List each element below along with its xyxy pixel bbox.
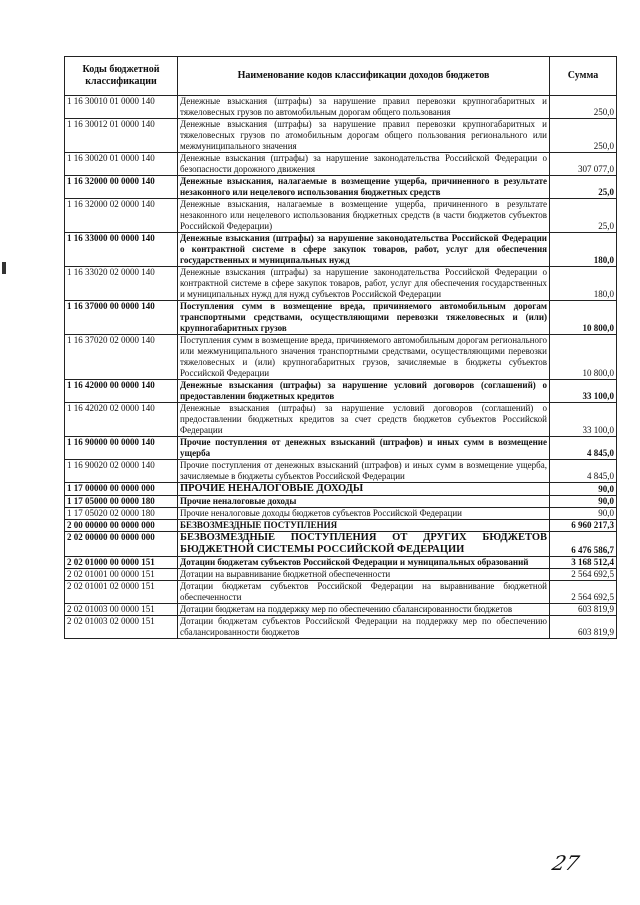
table-row [65,199,617,233]
row-code: 1 16 42000 00 0000 140 [65,380,178,403]
row-code: 2 02 01003 02 0000 151 [65,616,178,639]
table-header [65,57,617,96]
row-name: Денежные взыскания (штрафы) за нарушение законодательства Российской Федерации о контрактной системе в сфере закупок товаров, работ, услуг для обеспечения государственных и муниципальных нужд для нужд субъектов Российской Федерации [178,267,550,301]
row-name: Денежные взыскания (штрафы) за нарушение условий договоров (соглашений) о предоставлении бюджетных кредитов [178,380,550,403]
table-row [65,380,617,403]
row-code: 1 16 33000 00 0000 140 [65,233,178,267]
row-sum: 10 800,0 [550,335,617,380]
row-name: Прочие поступления от денежных взысканий (штрафов) и иных сумм в возмещение ущерба [178,437,550,460]
row-sum: 307 077,0 [550,153,617,176]
header-name: Наименование кодов классификации доходов бюджетов [178,57,550,96]
row-name: Прочие неналоговые доходы [178,496,550,508]
row-sum: 33 100,0 [550,380,617,403]
row-name: БЕЗВОЗМЕЗДНЫЕ ПОСТУПЛЕНИЯ ОТ ДРУГИХ БЮДЖЕТОВ БЮДЖЕТНОЙ СИСТЕМЫ РОССИЙСКОЙ ФЕДЕРАЦИИ [178,532,550,557]
row-name: Прочие поступления от денежных взысканий (штрафов) и иных сумм в возмещение ущерба, зачисляемые в бюджеты субъектов Российской Федерации [178,460,550,483]
row-name: ПРОЧИЕ НЕНАЛОГОВЫЕ ДОХОДЫ [178,483,550,496]
row-sum: 6 960 217,3 [550,520,617,532]
table-body [65,96,617,639]
row-sum: 603 819,9 [550,616,617,639]
row-sum: 6 476 586,7 [550,532,617,557]
table-row [65,96,617,119]
margin-mark [2,262,6,274]
row-code: 1 16 32000 00 0000 140 [65,176,178,199]
row-sum: 25,0 [550,199,617,233]
table-row [65,437,617,460]
row-code: 2 02 01001 02 0000 151 [65,581,178,604]
row-sum: 4 845,0 [550,437,617,460]
row-name: Денежные взыскания, налагаемые в возмещение ущерба, причиненного в результате незаконного или нецелевого использования бюджетных средств (в части бюджетов субъектов Российской Федерации) [178,199,550,233]
row-code: 2 02 01001 00 0000 151 [65,569,178,581]
row-code: 1 16 90000 00 0000 140 [65,437,178,460]
table-row [65,532,617,557]
table-row [65,616,617,639]
row-code: 2 02 00000 00 0000 000 [65,532,178,557]
table-row [65,496,617,508]
row-code: 1 16 37020 02 0000 140 [65,335,178,380]
row-sum: 2 564 692,5 [550,569,617,581]
row-name: Денежные взыскания (штрафы) за нарушение законодательства Российской Федерации о безопасности дорожного движения [178,153,550,176]
row-sum: 33 100,0 [550,403,617,437]
row-sum: 250,0 [550,96,617,119]
row-code: 1 16 37000 00 0000 140 [65,301,178,335]
row-name: Дотации бюджетам субъектов Российской Федерации и муниципальных образований [178,557,550,569]
budget-table [64,56,617,639]
table-row [65,557,617,569]
table-row [65,119,617,153]
row-code: 2 02 01003 00 0000 151 [65,604,178,616]
table-row [65,581,617,604]
table-row [65,569,617,581]
row-sum: 180,0 [550,267,617,301]
row-code: 1 16 42020 02 0000 140 [65,403,178,437]
row-name: Поступления сумм в возмещение вреда, причиняемого автомобильным дорогам транспортными средствами, осуществляющими перевозки тяжеловесных и (или) крупногабаритных грузов [178,301,550,335]
row-sum: 250,0 [550,119,617,153]
row-code: 1 16 33020 02 0000 140 [65,267,178,301]
row-sum: 180,0 [550,233,617,267]
row-name: Денежные взыскания (штрафы) за нарушение правил перевозки крупногабаритных и тяжеловесных грузов по атомобильным дорогам общего пользования регионального или межмуниципального значения [178,119,550,153]
row-code: 1 16 30020 01 0000 140 [65,153,178,176]
table-row [65,460,617,483]
table-row [65,176,617,199]
row-code: 1 16 90020 02 0000 140 [65,460,178,483]
table-row [65,483,617,496]
row-sum: 90,0 [550,496,617,508]
row-code: 1 17 00000 00 0000 000 [65,483,178,496]
row-sum: 3 168 512,4 [550,557,617,569]
table-row [65,267,617,301]
row-name: Прочие неналоговые доходы бюджетов субъектов Российской Федерации [178,508,550,520]
row-name: Денежные взыскания (штрафы) за нарушение правил перевозки крупногабаритных и тяжеловесных грузов по автомобильным дорогам общего пользования [178,96,550,119]
header-sum: Сумма [550,57,617,96]
row-name: Денежные взыскания (штрафы) за нарушение условий договоров (соглашений) о предоставлении бюджетных кредитов за счет средств бюджетов субъектов Российской Федерации [178,403,550,437]
row-name: Денежные взыскания (штрафы) за нарушение законодательства Российской Федерации о контрактной системе в сфере закупок товаров, работ, услуг для обеспечения государственных и муниципальных нужд [178,233,550,267]
row-name: БЕЗВОЗМЕЗДНЫЕ ПОСТУПЛЕНИЯ [178,520,550,532]
row-code: 2 02 01000 00 0000 151 [65,557,178,569]
row-name: Дотации бюджетам субъектов Российской Федерации на выравнивание бюджетной обеспеченности [178,581,550,604]
row-code: 1 17 05000 00 0000 180 [65,496,178,508]
row-code: 1 16 30010 01 0000 140 [65,96,178,119]
table-row [65,153,617,176]
row-sum: 90,0 [550,508,617,520]
page-number: 27 [549,851,582,875]
row-code: 1 16 32000 02 0000 140 [65,199,178,233]
row-name: Дотации на выравнивание бюджетной обеспеченности [178,569,550,581]
row-sum: 2 564 692,5 [550,581,617,604]
table-row [65,403,617,437]
row-name: Денежные взыскания, налагаемые в возмещение ущерба, причиненного в результате незаконного или нецелевого использования бюджетных средств [178,176,550,199]
table-row [65,508,617,520]
table-row [65,604,617,616]
row-code: 1 17 05020 02 0000 180 [65,508,178,520]
row-sum: 4 845,0 [550,460,617,483]
row-name: Дотации бюджетам на поддержку мер по обеспечению сбалансированности бюджетов [178,604,550,616]
table-row [65,233,617,267]
row-sum: 10 800,0 [550,301,617,335]
header-code: Коды бюджетной классификации [65,57,178,96]
row-sum: 90,0 [550,483,617,496]
table-row [65,335,617,380]
row-code: 1 16 30012 01 0000 140 [65,119,178,153]
row-code: 2 00 00000 00 0000 000 [65,520,178,532]
row-sum: 25,0 [550,176,617,199]
table-row [65,301,617,335]
table-row [65,520,617,532]
row-name: Дотации бюджетам субъектов Российской Федерации на поддержку мер по обеспечению сбалансированности бюджетов [178,616,550,639]
row-sum: 603 819,9 [550,604,617,616]
row-name: Поступления сумм в возмещение вреда, причиняемого автомобильным дорогам регионального или межмуниципального значения транспортными средствами, осуществляющими перевозки тяжеловесных и (или) крупногабаритных грузов, зачисляемые в бюджеты субъектов Российской Федерации [178,335,550,380]
